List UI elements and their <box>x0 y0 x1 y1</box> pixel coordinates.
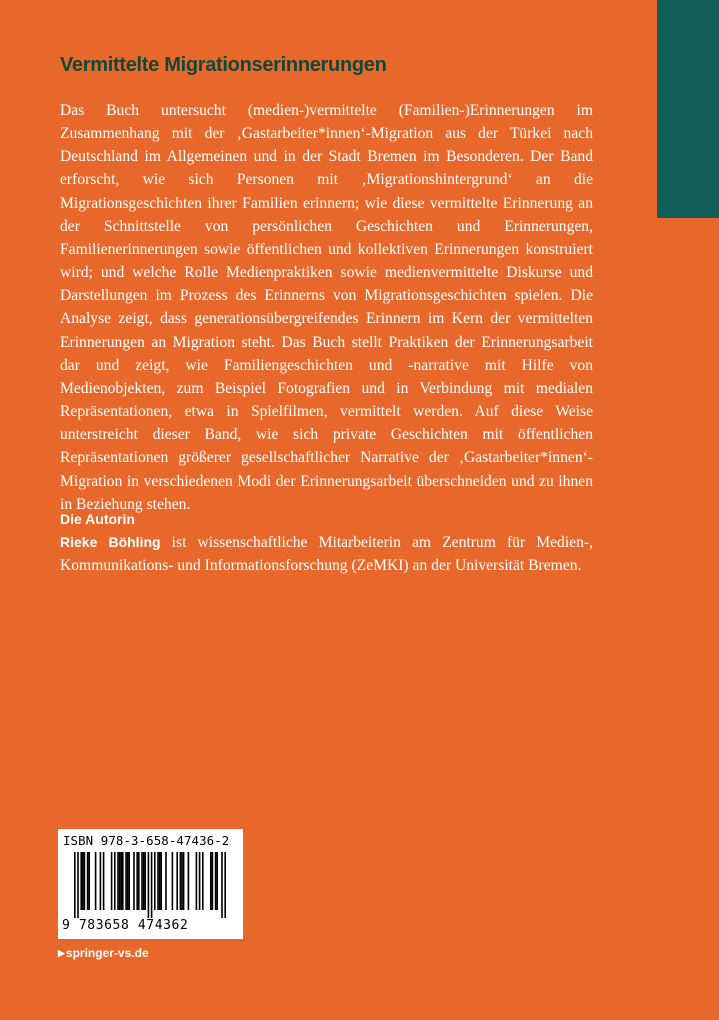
barcode-bar <box>138 852 140 910</box>
ean-digits: 9 783658 474362 <box>62 918 189 933</box>
isbn-label: ISBN 978-3-658-47436-2 <box>63 833 230 848</box>
barcode-bar <box>117 852 119 910</box>
barcode-bar <box>100 852 102 910</box>
barcode-bar <box>216 852 218 910</box>
barcode-bar <box>210 852 212 910</box>
author-bio <box>60 531 593 577</box>
barcode-bar <box>180 852 182 910</box>
barcode-bar <box>183 852 185 910</box>
author-bio-text: ist wissenschaftliche Mitarbeiterin am Zentrum für Medien-, Kommunikations- und Informationsforschung (ZeMKI) an der Universität Bremen. <box>60 534 593 574</box>
barcode-bar <box>87 852 89 910</box>
barcode-bar <box>215 852 217 910</box>
barcode-bar <box>127 852 129 910</box>
barcode-bar <box>80 852 82 910</box>
barcode-bar <box>114 852 116 910</box>
barcode-bar <box>133 852 135 910</box>
book-title: Vermittelte Migrationserinnerungen <box>60 54 387 76</box>
barcode-bar <box>159 852 161 910</box>
barcode-bar <box>212 852 214 910</box>
isbn-barcode <box>58 829 243 939</box>
barcode-bar <box>181 852 183 910</box>
barcode-bar <box>111 852 113 910</box>
barcode-bar <box>125 852 127 910</box>
barcode-bar <box>136 852 138 910</box>
barcode-bar <box>188 852 190 910</box>
barcode-bar <box>122 852 124 910</box>
barcode-bar <box>199 852 201 910</box>
barcode-bar <box>151 852 153 918</box>
publisher-website-text: springer-vs.de <box>65 946 149 960</box>
barcode-bar <box>202 852 204 910</box>
barcode-bar <box>77 852 79 918</box>
barcode-bar <box>141 852 143 910</box>
accent-color-block <box>657 0 719 218</box>
barcode-bar <box>157 852 159 910</box>
triangle-right-icon: ▶ <box>58 948 65 958</box>
barcode-bar <box>74 852 76 918</box>
barcode-bar <box>82 852 84 910</box>
barcode-bar <box>143 852 145 910</box>
barcode-bar <box>165 852 167 910</box>
barcode-bar <box>172 852 174 910</box>
barcode-bar <box>196 852 198 910</box>
barcode-bar <box>144 852 146 910</box>
barcode-bar <box>148 852 150 918</box>
barcode-bar <box>176 852 178 910</box>
barcode-bar <box>224 852 226 918</box>
barcode-bar <box>88 852 90 910</box>
author-name: Rieke Böhling <box>60 534 161 550</box>
barcode-bar <box>221 852 223 918</box>
barcode-bar <box>128 852 130 910</box>
barcode-bar <box>95 852 97 910</box>
book-description: Das Buch untersucht (medien-)vermittelte (Familien-)Erinnerungen im Zusammenhang mit der ‚Gastarbeiter*innen‘-Migration aus der Türkei nach Deutschland im Allgemeinen und in der Stadt Bremen im Besonderen. Der Band erforscht, wie sich Personen mit ‚Migrationshintergrund‘ an die Migrationsgeschichten ihrer Familien erinnern; wie diese vermittelte Erinnerung an der Schnittstelle von persönlichen Geschichten und Erinnerungen, Familienerinnerungen sowie öffentlichen und kollektiven Erinnerungen konstruiert wird; und welche Rolle Medienpraktiken sowie medienvermittelte Diskurse und Darstellungen im Prozess des Erinnerns von Migrationsgeschichten spielen. Die Analyse zeigt, dass generationsübergreifendes Erinnern im Kern der vermittelten Erinnerungen an Migration steht. Das Buch stellt Praktiken der Erinnerungsarbeit dar und zeigt, wie Familiengeschichten und -narrative mit Hilfe von Medienobjekten, zum Beispiel Fotografien und in Verbindung mit medialen Repräsentationen, etwa in Spielfilmen, vermittelt werden. Auf diese Weise unterstreicht dieser Band, wie sich private Geschichten mit öffentlichen Repräsentationen größerer gesellschaftlicher Narrative der ‚Gastarbeiter*innen‘-Migration in verschiedenen Modi der Erinnerungsarbeit überschneiden und zu ihnen in Beziehung stehen. <box>60 102 593 513</box>
barcode-bars <box>62 852 239 918</box>
author-heading: Die Autorin <box>60 511 135 527</box>
barcode-bar <box>84 852 86 910</box>
barcode-bar <box>103 852 105 910</box>
publisher-website[interactable] <box>58 946 149 960</box>
barcode-bar <box>119 852 121 910</box>
barcode-bar <box>120 852 122 910</box>
barcode-bar <box>160 852 162 910</box>
barcode-bar <box>154 852 156 910</box>
